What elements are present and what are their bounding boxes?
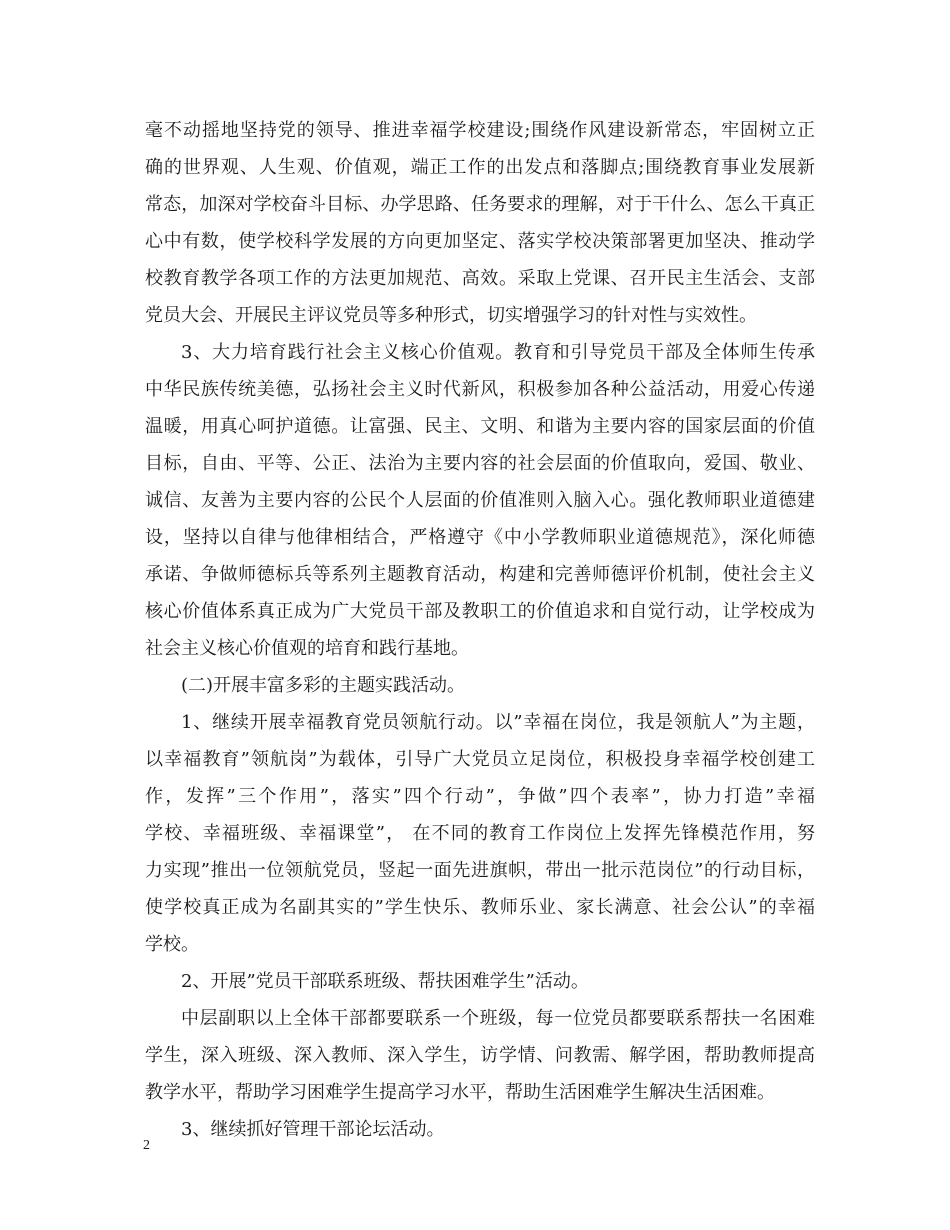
text-line: 确的世界观、人生观、价值观，端正工作的出发点和落脚点;围绕教育事业发展新	[145, 157, 815, 178]
text-line: 学校。	[145, 934, 199, 955]
text-line: 目标，自由、平等、公正、法治为主要内容的社会层面的价值取向，爱国、敬业、	[145, 453, 815, 474]
text-line: 力实现”推出一位领航党员，竖起一面先进旗帜，带出一批示范岗位”的行动目标，	[145, 860, 815, 881]
text-line: 常态，加深对学校奋斗目标、办学思路、任务要求的理解，对于干什么、怎么干真正	[145, 194, 815, 215]
text-line: 诚信、友善为主要内容的公民个人层面的价值准则入脑入心。强化教师职业道德建	[145, 490, 815, 511]
text-line: 中华民族传统美德，弘扬社会主义时代新风，积极参加各种公益活动，用爱心传递	[145, 379, 815, 400]
text-line: 校教育教学各项工作的方法更加规范、高效。采取上党课、召开民主生活会、支部	[145, 268, 815, 289]
text-line: 承诺、争做师德标兵等系列主题教育活动，构建和完善师德评价机制，使社会主义	[145, 564, 815, 585]
text-line: 教学水平，帮助学习困难学生提高学习水平，帮助生活困难学生解决生活困难。	[145, 1082, 775, 1103]
paragraph-start-line: 3、大力培育践行社会主义核心价值观。教育和引导党员干部及全体师生传承	[181, 342, 815, 363]
paragraph-start-line: 3、继续抓好管理干部论坛活动。	[181, 1119, 445, 1140]
text-line: 毫不动摇地坚持党的领导、推进幸福学校建设;围绕作风建设新常态，牢固树立正	[145, 120, 815, 141]
page-number: 2	[143, 1138, 150, 1153]
text-line: 学生，深入班级、深入教师、深入学生，访学情、问教需、解学困，帮助教师提高	[145, 1045, 815, 1066]
paragraph-start-line: 中层副职以上全体干部都要联系一个班级，每一位党员都要联系帮扶一名困难	[181, 1008, 815, 1029]
text-line: 学校、幸福班级、幸福课堂”， 在不同的教育工作岗位上发挥先锋模范作用，努	[145, 823, 815, 844]
text-line: 设，坚持以自律与他律相结合，严格遵守《中小学教师职业道德规范》，深化师德	[145, 527, 815, 548]
text-line: 心中有数，使学校科学发展的方向更加坚定、落实学校决策部署更加坚决、推动学	[145, 231, 815, 252]
text-line: 作，发挥”三个作用”，落实”四个行动”，争做”四个表率”，协力打造”幸福	[145, 786, 815, 807]
text-line: 党员大会、开展民主评议党员等多种形式，切实增强学习的针对性与实效性。	[145, 305, 757, 326]
text-line: 温暖，用真心呵护道德。让富强、民主、文明、和谐为主要内容的国家层面的价值	[145, 416, 815, 437]
text-line: 以幸福教育”领航岗”为载体，引导广大党员立足岗位，积极投身幸福学校创建工	[145, 749, 815, 770]
text-line: 使学校真正成为名副其实的”学生快乐、教师乐业、家长满意、社会公认”的幸福	[145, 897, 815, 918]
paragraph-start-line: 1、继续开展幸福教育党员领航行动。以”幸福在岗位，我是领航人”为主题，	[181, 712, 815, 733]
section-heading: (二)开展丰富多彩的主题实践活动。	[181, 675, 466, 696]
document-body	[145, 112, 815, 1148]
text-line: 社会主义核心价值观的培育和践行基地。	[145, 638, 469, 659]
text-line: 核心价值体系真正成为广大党员干部及教职工的价值追求和自觉行动，让学校成为	[145, 601, 815, 622]
paragraph-start-line: 2、开展”党员干部联系班级、帮扶困难学生”活动。	[181, 971, 589, 992]
